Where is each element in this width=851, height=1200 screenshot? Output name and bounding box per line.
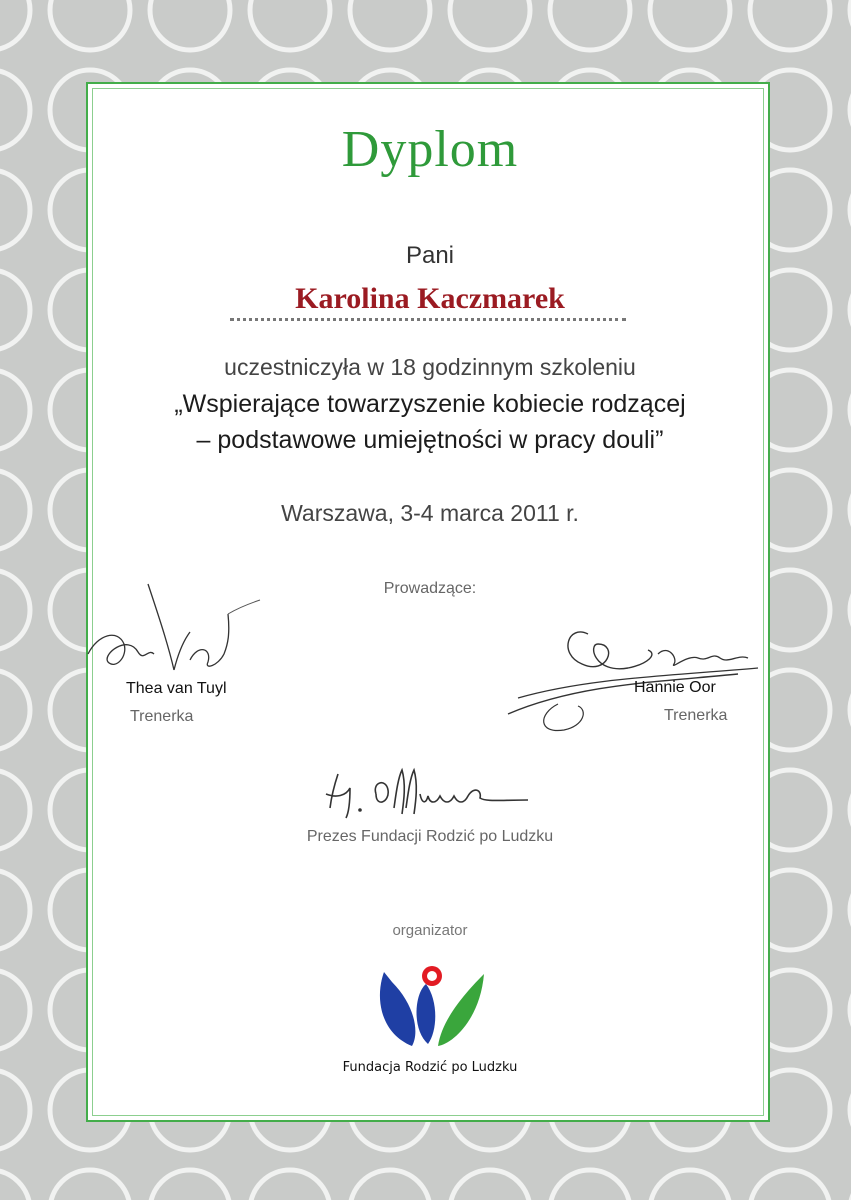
pattern-circle [0,1070,30,1150]
place-and-date: Warszawa, 3-4 marca 2011 r. [281,500,579,526]
pattern-circle [450,0,530,50]
pattern-circle [750,1170,830,1200]
organizer-label: organizator [392,922,468,939]
recipient-name: Karolina Kaczmarek [295,282,565,315]
pattern-circle [50,0,130,50]
pattern-circle [0,270,30,350]
pattern-circle [0,670,30,750]
trainer-right-role: Trenerka [664,707,728,724]
pattern-circle [0,870,30,950]
pattern-circle [0,970,30,1050]
pattern-circle [250,1170,330,1200]
pattern-circle [0,70,30,150]
pattern-circle [550,0,630,50]
pattern-circle [0,470,30,550]
pattern-circle [250,0,330,50]
recipient-dotted-line [230,318,626,321]
trainers-label: Prowadzące: [383,580,477,597]
trainer-left-name: Thea van Tuyl [126,680,227,697]
pattern-circle [0,1170,30,1200]
president-role: Prezes Fundacji Rodzić po Ludzku [306,828,554,845]
pattern-circle [0,170,30,250]
salutation: Pani [405,242,455,269]
signature-left-trainer [78,574,268,684]
course-title-line-2: – podstawowe umiejętności w pracy douli” [196,426,664,454]
signature-president [316,764,556,824]
pattern-circle [350,0,430,50]
pattern-circle [0,570,30,650]
pattern-circle [150,0,230,50]
pattern-circle [0,770,30,850]
pattern-circle [0,370,30,450]
pattern-circle [450,1170,530,1200]
pattern-circle [350,1170,430,1200]
signature-right-trainer [498,614,768,734]
pattern-circle [650,0,730,50]
pattern-circle [650,1170,730,1200]
pattern-circle [150,1170,230,1200]
pattern-circle [50,1170,130,1200]
pattern-circle [0,0,30,50]
certificate-panel [86,82,770,1122]
organizer-name: Fundacja Rodzić po Ludzku [342,1060,518,1075]
pattern-circle [550,1170,630,1200]
foundation-logo-icon [372,960,492,1050]
course-title-line-1: „Wspierające towarzyszenie kobiecie rodzącej [174,390,686,418]
pattern-circle [750,0,830,50]
trainer-left-role: Trenerka [130,708,194,725]
course-intro: uczestniczyła w 18 godzinnym szkoleniu [224,354,636,380]
diploma-title: Dyplom [341,121,519,178]
trainer-right-name: Hannie Oor [634,679,716,696]
